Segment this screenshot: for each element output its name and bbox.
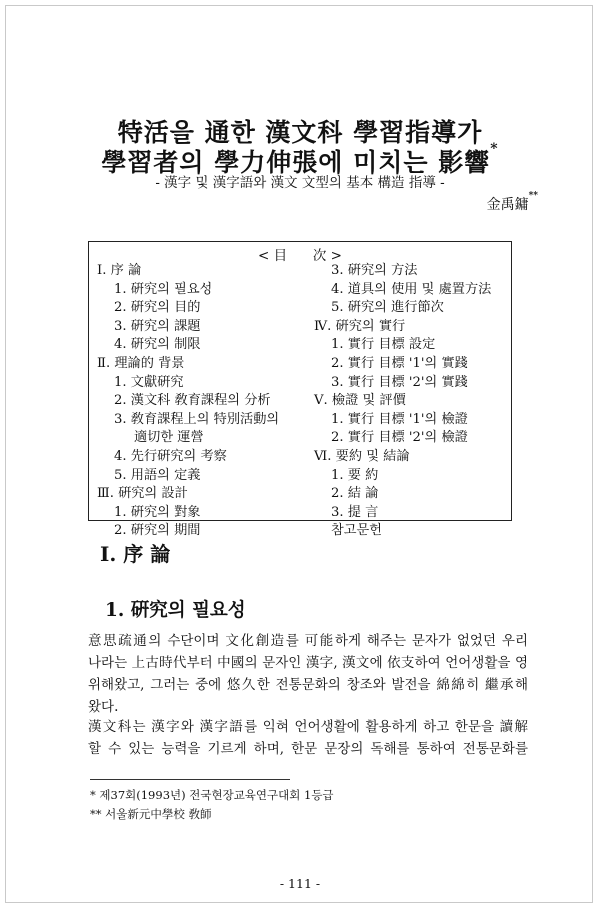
toc-heading: < 目 次 > — [258, 248, 342, 264]
toc-entry: 3. 實行 目標 '2'의 實踐 — [331, 374, 468, 390]
toc-entry: 1. 實行 目標 設定 — [331, 337, 436, 353]
toc-entry: 참고문헌 — [331, 523, 382, 539]
toc-entry: 2. 硏究의 期間 — [114, 523, 201, 539]
toc-entry: 4. 道具의 使用 및 處置方法 — [331, 281, 492, 297]
title-line-2: 學習者의 學力伸張에 미치는 影響* — [101, 141, 499, 177]
toc-entry: 2. 漢文科 敎育課程의 分析 — [114, 393, 271, 409]
toc-entry: 4. 硏究의 制限 — [114, 337, 201, 353]
author-footnote-mark: ** — [528, 191, 538, 201]
toc-left-column — [94, 262, 316, 541]
toc-entry: 3. 硏究의 課題 — [114, 318, 201, 334]
title-line-1: 特活을 通한 漢文科 學習指導가 — [117, 118, 483, 147]
paragraph-2 — [88, 716, 528, 760]
footnote-divider — [90, 779, 290, 780]
paragraph-line: 나라는 上古時代부터 中國의 문자인 漢字, 漢文에 依支하여 언어생활을 영 — [88, 655, 528, 671]
toc-entry: 適切한 運營 — [134, 430, 204, 446]
paragraph-1 — [88, 630, 528, 718]
toc-entry: 2. 實行 目標 '2'의 檢證 — [331, 430, 468, 446]
author: 金禹鏞** — [486, 191, 538, 213]
toc-entry: Ⅱ. 理論的 背景 — [97, 355, 185, 371]
subtitle: - 漢字 및 漢字語와 漢文 文型의 基本 構造 指導 - — [155, 175, 445, 191]
paragraph-line: 漢文科는 漢字와 漢字語를 익혀 언어생활에 활용하게 하고 한문을 讀解 — [88, 719, 528, 735]
toc-entry: Ⅰ. 序 論 — [97, 263, 142, 278]
toc-entry: 4. 先行硏究의 考察 — [114, 448, 227, 464]
toc-entry: Ⅴ. 檢證 및 評價 — [314, 393, 406, 409]
paragraph-line: 할 수 있는 능력을 기르게 하며, 한문 문장의 독해를 통하여 전통문화를 — [88, 741, 528, 757]
toc-entry: Ⅵ. 要約 및 結論 — [314, 448, 410, 464]
toc-entry: 2. 實行 目標 '1'의 實踐 — [331, 355, 468, 371]
toc-entry: 3. 提 言 — [331, 504, 379, 520]
toc-entry: 5. 硏究의 進行節次 — [331, 300, 444, 316]
page-number: - 111 - — [279, 876, 321, 891]
footnote-2: ** 서울新元中學校 敎師 — [90, 807, 212, 821]
toc-entry: 1. 要 約 — [331, 467, 379, 483]
toc-entry: 1. 硏究의 對象 — [114, 504, 201, 520]
toc-entry: Ⅲ. 硏究의 設計 — [97, 486, 188, 502]
toc-entry: 2. 結 論 — [331, 486, 379, 502]
toc-entry: 3. 硏究의 方法 — [331, 263, 418, 278]
toc-entry: 1. 文獻硏究 — [114, 374, 184, 390]
toc-right-column — [311, 262, 509, 541]
paragraph-line: 왔다. — [88, 699, 119, 715]
section-heading: Ⅰ. 序 論 — [100, 542, 171, 566]
table-of-contents — [88, 241, 512, 539]
footnotes — [90, 786, 334, 824]
toc-entry: 1. 實行 目標 '1'의 檢證 — [331, 411, 468, 427]
footnote-1: * 제37회(1993년) 전국현장교육연구대회 1등급 — [90, 788, 334, 802]
toc-entry: 5. 用語의 定義 — [114, 467, 201, 483]
paragraph-line: 意思疏通의 수단이며 文化創造를 可能하게 해주는 문자가 없었던 우리 — [88, 633, 528, 649]
toc-entry: 3. 敎育課程上의 特別活動의 — [114, 411, 280, 427]
toc-entry: 1. 硏究의 필요성 — [114, 281, 213, 297]
subsection-heading: 1. 硏究의 필요성 — [105, 600, 246, 621]
title-footnote-mark: * — [490, 141, 499, 157]
paragraph-line: 위해왔고, 그러는 중에 悠久한 전통문화의 창조와 발전을 綿綿히 繼承해 — [88, 677, 528, 693]
toc-entry: Ⅳ. 硏究의 實行 — [314, 318, 406, 334]
toc-entry: 2. 硏究의 目的 — [114, 300, 201, 316]
